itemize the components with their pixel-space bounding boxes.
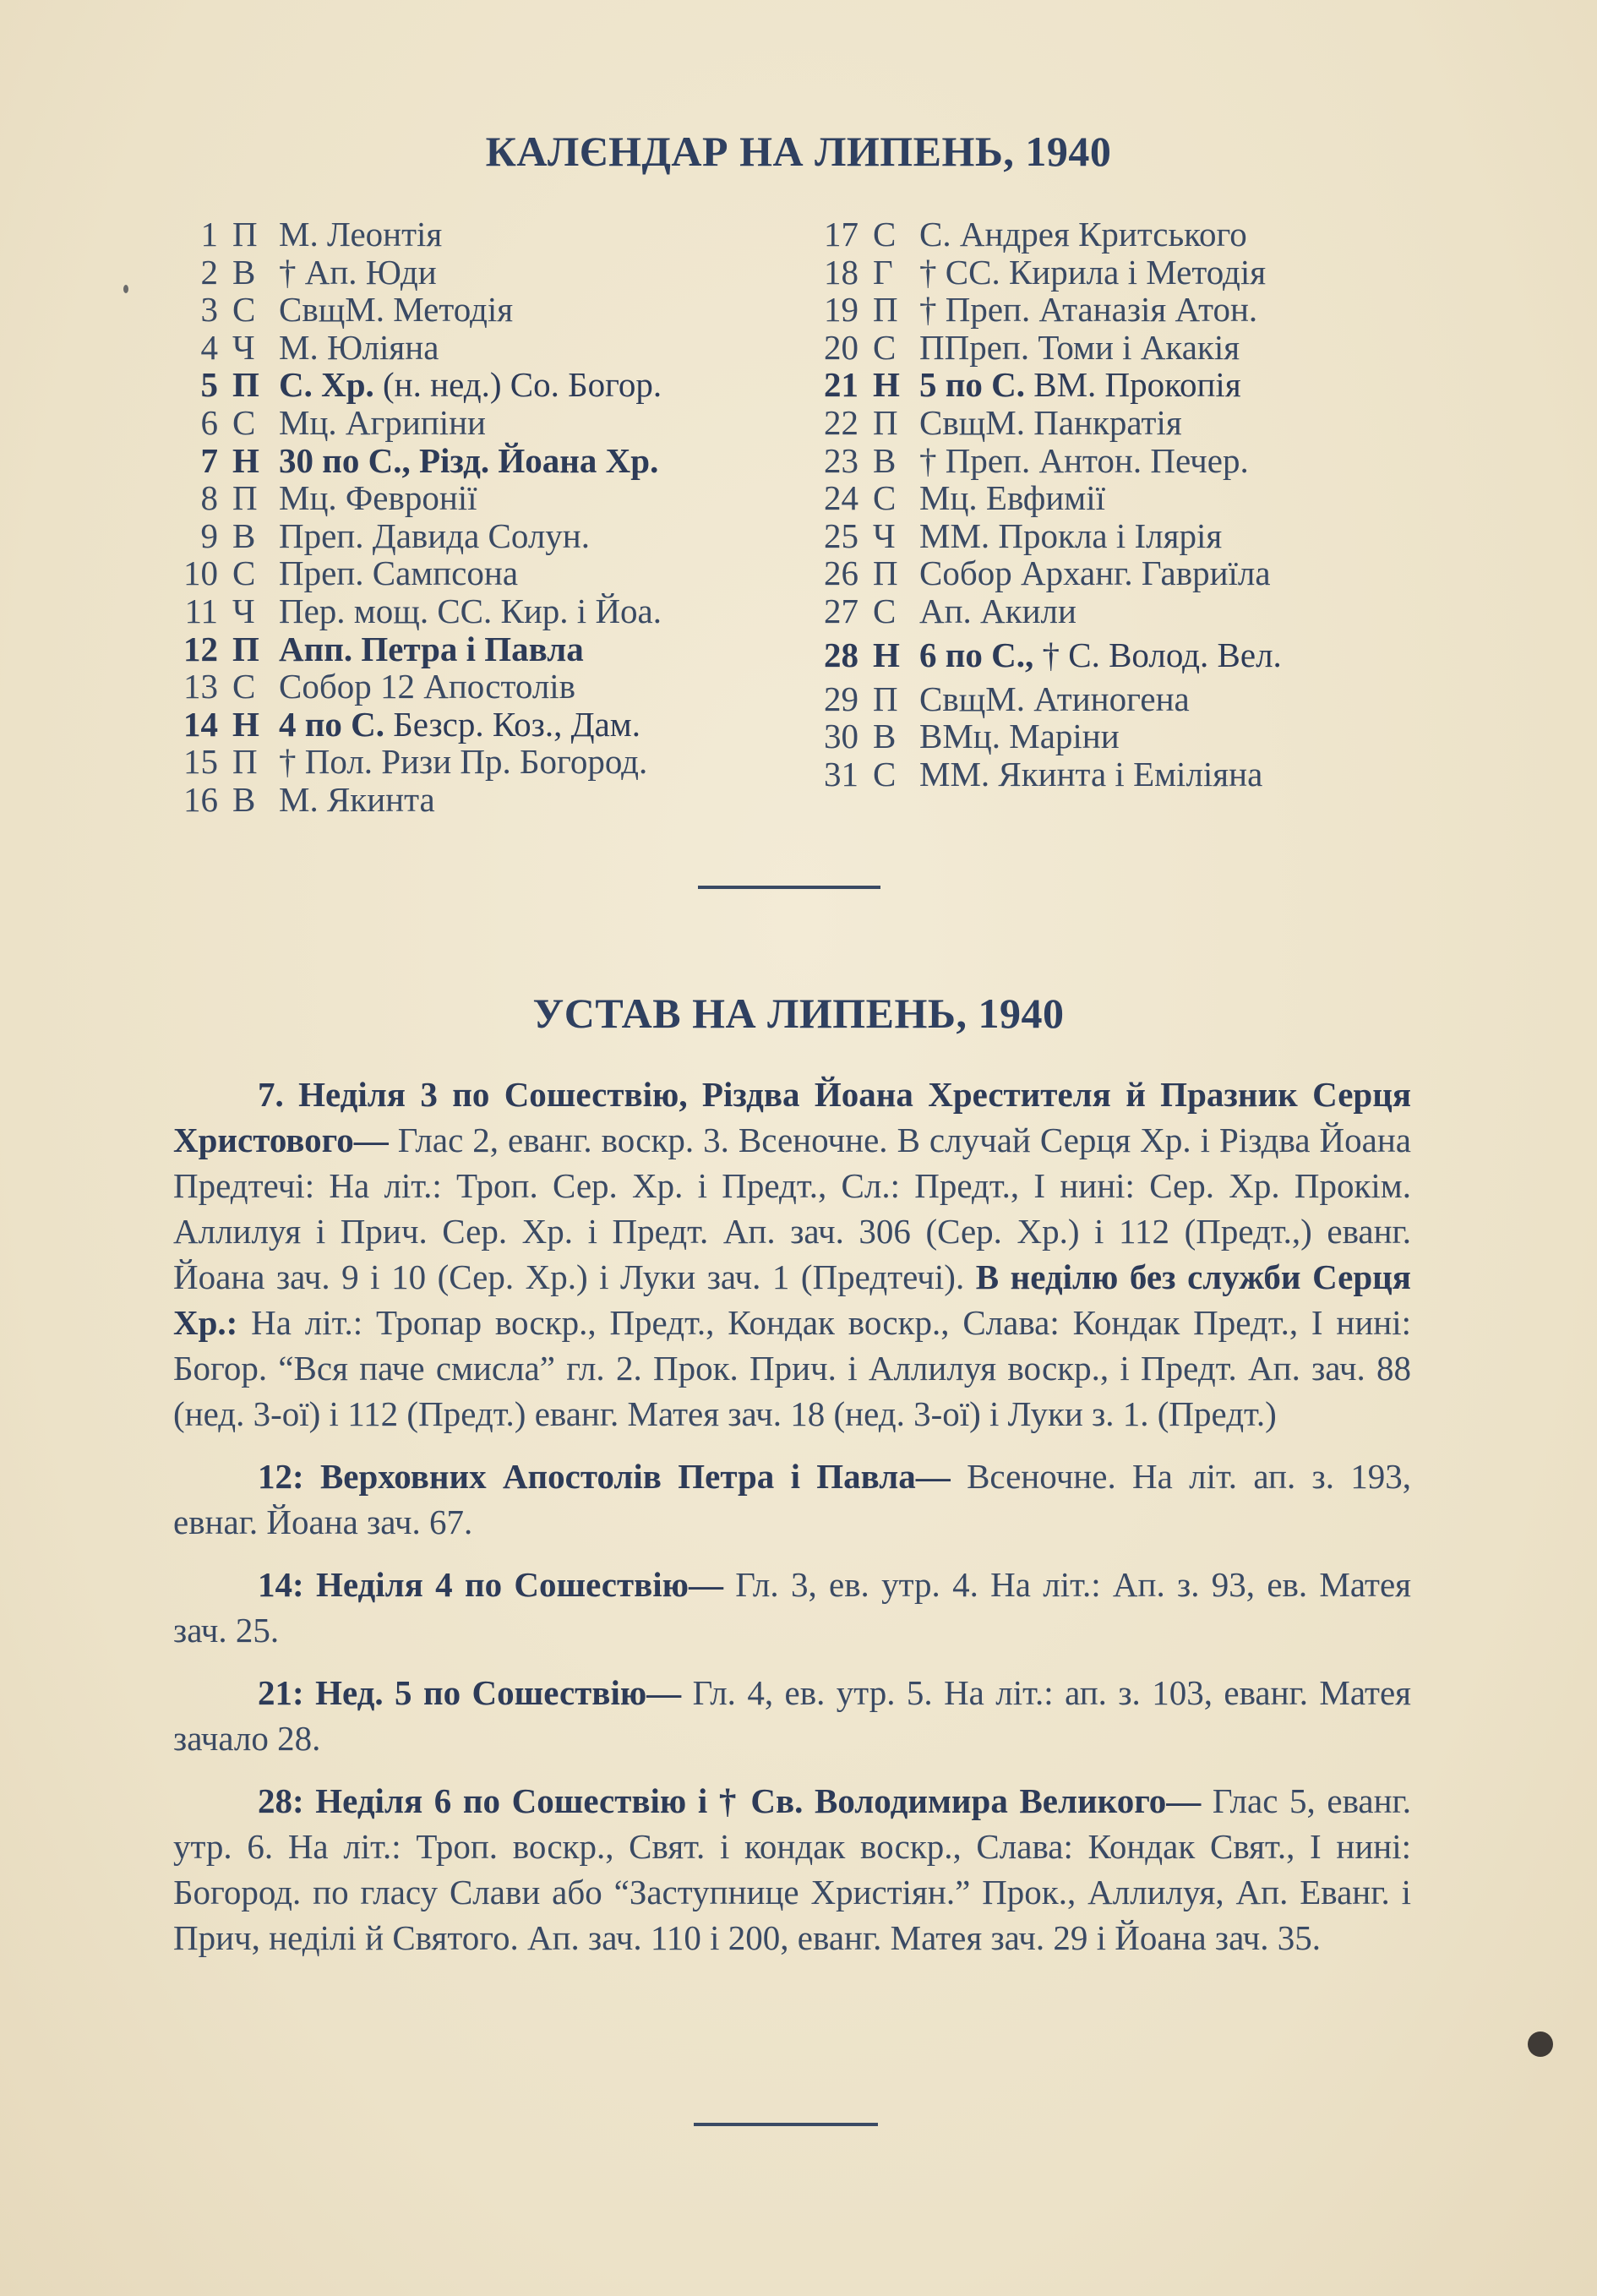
day-number: 23 — [824, 440, 858, 480]
calendar-row — [809, 630, 1452, 680]
day-number: 17 — [824, 215, 858, 254]
feast-text: СвщМ. Методія — [279, 290, 514, 330]
calendar-row — [169, 668, 811, 706]
feast-text: Преп. Сампсона — [279, 554, 519, 593]
day-of-week: П — [232, 215, 258, 254]
feast-text — [919, 630, 1282, 680]
day-of-week: Г — [873, 252, 893, 292]
feast-regular-text: Безср. Коз., Дам. — [393, 704, 640, 744]
calendar-row — [809, 755, 1452, 794]
day-number: 6 — [200, 402, 218, 442]
day-number: 11 — [184, 591, 218, 630]
ustav-text: Гл. 4, ев. утр. 5. На літ.: ап. з. 103, еванг. Матея зачало 28. — [173, 1673, 1411, 1758]
feast-text: ММ. Якинта і Емiліяна — [919, 754, 1263, 794]
feast-text: † Преп. Антон. Печер. — [919, 440, 1249, 480]
day-of-week: П — [873, 554, 898, 593]
feast-text — [919, 366, 1241, 404]
day-of-week: С — [232, 290, 256, 330]
calendar-row — [169, 404, 811, 442]
ink-spot — [1528, 2031, 1553, 2057]
calendar-row — [169, 630, 811, 668]
day-of-week: С — [873, 478, 897, 518]
ustav-bold-text: В неділю без служби Серця Хр.: — [173, 1257, 1411, 1342]
ustav-text: На літ.: Тропар воскр., Предт., Кондак воскр., Слава: Кондак Предт., І нині: Богор. “Вся паче смисла” гл. 2. Прок. Прич. і Аллилуя воскр., і Предт. Ап. зач. 88 (нед. 3-ої) і 112 (Предт.) еванг. Матея зач. 18 (нед. 3-ої) і Луки з. 1. (Предт.) — [173, 1303, 1411, 1433]
calendar-left-column — [169, 215, 811, 819]
feast-text: М. Леонтія — [279, 215, 443, 254]
feast-text — [279, 442, 658, 480]
day-of-week: П — [873, 679, 898, 718]
day-number: 1 — [200, 215, 218, 254]
day-number: 12 — [183, 629, 218, 668]
day-of-week: В — [873, 717, 897, 756]
day-number: 25 — [824, 515, 858, 555]
calendar-row — [169, 554, 811, 592]
feast-text: † Пол. Ризи Пр. Богород. — [279, 742, 648, 782]
calendar-row — [169, 743, 811, 781]
calendar-row — [169, 517, 811, 555]
divider-rule — [694, 2123, 878, 2126]
day-number: 2 — [200, 252, 218, 292]
ustav-body — [173, 1072, 1411, 1977]
calendar-row — [809, 254, 1452, 292]
feast-bold-text: 6 по С., — [919, 635, 1034, 674]
day-number: 21 — [824, 365, 858, 405]
day-of-week: С — [873, 754, 897, 794]
divider-rule — [698, 886, 880, 889]
feast-bold-text: Апп. Петра і Павла — [279, 629, 584, 668]
day-number: 30 — [824, 717, 858, 756]
feast-text: М. Якинта — [279, 779, 435, 819]
calendar-row — [809, 215, 1452, 254]
day-of-week: С — [873, 591, 897, 630]
ustav-paragraph — [173, 1562, 1411, 1653]
feast-text: Преп. Давида Солун. — [279, 515, 590, 555]
calendar-right-column — [809, 215, 1452, 793]
ustav-bold-text: 14: Неділя 4 по Сошествію— — [258, 1565, 723, 1604]
feast-text: ППреп. Томи і Акакія — [919, 327, 1240, 367]
ustav-paragraph — [173, 1670, 1411, 1761]
calendar-row — [809, 554, 1452, 592]
feast-text: СвщМ. Атиногена — [919, 679, 1190, 718]
calendar-row — [169, 329, 811, 367]
day-number: 24 — [824, 478, 858, 518]
ustav-title: УСТАВ НА ЛИПЕНЬ, 1940 — [532, 990, 1065, 1037]
feast-text — [279, 630, 584, 668]
calendar-row — [169, 706, 811, 744]
day-number: 3 — [200, 290, 218, 330]
day-of-week: Н — [232, 704, 259, 744]
feast-regular-text: ВМ. Прокопія — [1033, 365, 1241, 405]
feast-text: † СС. Кирила і Методія — [919, 252, 1267, 292]
feast-text: Мц. Агрипіни — [279, 402, 486, 442]
feast-bold-text: 30 по С., Різд. Йоана Хр. — [279, 440, 659, 480]
day-number: 19 — [824, 290, 858, 330]
day-of-week: Ч — [873, 515, 896, 555]
paper-speck — [123, 285, 128, 293]
day-number: 20 — [824, 327, 858, 367]
day-of-week: П — [873, 402, 898, 442]
feast-text: СвщМ. Панкратія — [919, 402, 1182, 442]
day-of-week: С — [232, 667, 256, 706]
feast-text: ВМц. Маріни — [919, 717, 1120, 756]
day-of-week: Н — [873, 365, 900, 405]
day-number: 13 — [183, 667, 218, 706]
feast-text: ММ. Прокла і Ілярія — [919, 515, 1223, 555]
feast-text: Пер. мощ. СС. Кир. і Йоа. — [279, 591, 662, 630]
day-of-week: С — [232, 554, 256, 593]
day-number: 15 — [183, 742, 218, 782]
feast-text — [279, 366, 662, 404]
feast-text — [279, 706, 640, 744]
calendar-row — [169, 254, 811, 292]
day-number: 5 — [200, 365, 218, 405]
day-of-week: П — [232, 629, 259, 668]
ustav-paragraph — [173, 1778, 1411, 1961]
day-of-week: С — [873, 215, 897, 254]
feast-text: Ап. Акили — [919, 591, 1076, 630]
day-number: 10 — [183, 554, 218, 593]
day-number: 31 — [824, 754, 858, 794]
day-of-week: Н — [873, 635, 900, 674]
feast-regular-text: (н. нед.) Со. Богор. — [383, 365, 662, 405]
feast-bold-text: 4 по С. — [279, 704, 384, 744]
day-number: 7 — [200, 440, 218, 480]
day-of-week: В — [232, 515, 256, 555]
calendar-row — [169, 291, 811, 329]
feast-text: Собор 12 Апостолів — [279, 667, 576, 706]
calendar-row — [809, 291, 1452, 329]
day-of-week: С — [232, 402, 256, 442]
ustav-bold-text: 21: Нед. 5 по Сошествію— — [258, 1673, 682, 1712]
day-of-week: П — [232, 478, 258, 518]
day-of-week: Н — [232, 440, 259, 480]
day-of-week: П — [232, 742, 258, 782]
calendar-row — [809, 329, 1452, 367]
calendar-row — [809, 717, 1452, 755]
day-number: 26 — [824, 554, 858, 593]
calendar-row — [169, 442, 811, 480]
calendar-row — [809, 517, 1452, 555]
calendar-row — [809, 366, 1452, 404]
day-of-week: П — [873, 290, 898, 330]
day-of-week: С — [873, 327, 897, 367]
ustav-bold-text: 7. Неділя 3 по Сошествію, Різдва Йоана Хрестителя й Празник Серця Христового— — [173, 1075, 1411, 1159]
feast-text: Собор Арханг. Гавриїла — [919, 554, 1271, 593]
day-number: 4 — [200, 327, 218, 367]
calendar-row — [169, 366, 811, 404]
feast-regular-text: † С. Волод. Вел. — [1042, 635, 1282, 674]
day-of-week: В — [873, 440, 897, 480]
calendar-title: КАЛЄНДАР НА ЛИПЕНЬ, 1940 — [485, 128, 1112, 175]
calendar-row — [169, 479, 811, 517]
day-of-week: В — [232, 779, 256, 819]
calendar-row — [169, 592, 811, 630]
calendar-row — [809, 592, 1452, 630]
ustav-text: Всеночне. На літ. ап. з. 193, евнаг. Йоана зач. 67. — [173, 1457, 1411, 1541]
day-number: 22 — [824, 402, 858, 442]
calendar-row — [809, 680, 1452, 718]
day-number: 8 — [200, 478, 218, 518]
feast-text: Мц. Февронії — [279, 478, 477, 518]
day-number: 27 — [824, 591, 858, 630]
day-number: 28 — [824, 635, 858, 674]
calendar-row — [809, 479, 1452, 517]
ustav-text: Глас 2, еванг. воскр. 3. Всеночне. В случай Серця Хр. і Різдва Йоана Предтечі: На літ.: Троп. Сер. Хр. і Предт., Сл.: Предт., І нині: Сер. Хр. Прокім. Аллилуя і Прич. Сер. Хр. і Предт. Ап. зач. 306 (Сер. Хр.) і 112 (Предт.,) еванг. Йоана зач. 9 і 10 (Сер. Хр.) і Луки зач. 1 (Предтечі). — [173, 1121, 1411, 1296]
day-number: 29 — [824, 679, 858, 718]
feast-text: Мц. Евфимії — [919, 478, 1105, 518]
calendar-row — [809, 442, 1452, 480]
feast-text: † Преп. Атаназія Атон. — [919, 290, 1258, 330]
day-of-week: П — [232, 365, 259, 405]
feast-bold-text: 5 по С. — [919, 365, 1025, 405]
calendar-row — [169, 215, 811, 254]
feast-bold-text: С. Хр. — [279, 365, 374, 405]
ustav-paragraph — [173, 1453, 1411, 1545]
day-number: 16 — [183, 779, 218, 819]
calendar-row — [809, 404, 1452, 442]
feast-text: М. Юліяна — [279, 327, 439, 367]
ustav-text: Глас 5, еванг. утр. 6. На літ.: Троп. воскр., Свят. і кондак воскр., Слава: Кондак Свят., І нині: Богород. по гласу Слави або “Заступнице Христіян.” Прок., Аллилуя, Ап. Еванг. і Прич, неділі й Святого. Ап. зач. 110 і 200, еванг. Матея зач. 29 і Йоана зач. 35. — [173, 1781, 1411, 1957]
ustav-text: Гл. 3, ев. утр. 4. На літ.: Ап. з. 93, ев. Матея зач. 25. — [173, 1565, 1411, 1650]
ustav-bold-text: 12: Верховних Апостолів Петра і Павла— — [258, 1457, 951, 1496]
day-of-week: В — [232, 252, 256, 292]
calendar-row — [169, 781, 811, 819]
day-number: 14 — [183, 704, 218, 744]
feast-text: С. Андрея Критського — [919, 215, 1247, 254]
feast-text: † Ап. Юди — [279, 252, 437, 292]
day-number: 9 — [200, 515, 218, 555]
ustav-paragraph — [173, 1072, 1411, 1437]
day-of-week: Ч — [232, 327, 255, 367]
day-number: 18 — [824, 252, 858, 292]
day-of-week: Ч — [232, 591, 255, 630]
ustav-bold-text: 28: Неділя 6 по Сошествію і † Св. Володимира Великого— — [258, 1781, 1202, 1820]
